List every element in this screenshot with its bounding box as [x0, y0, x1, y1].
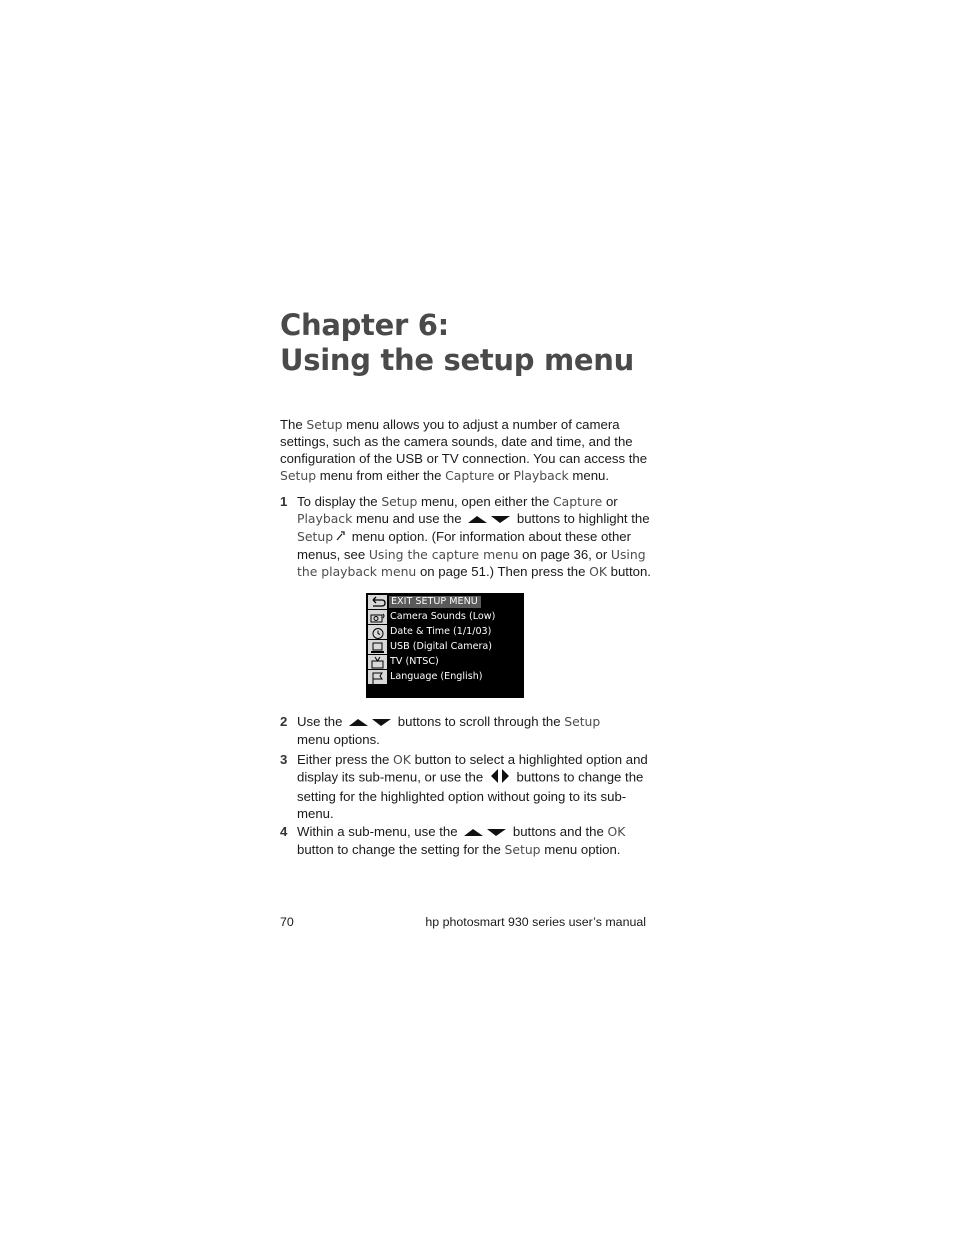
menu-item-language: Language (English)	[366, 670, 524, 684]
term-setup: Setup	[280, 468, 317, 483]
term-playback: Playback	[513, 468, 569, 483]
menu-item-usb: USB (Digital Camera)	[366, 640, 524, 654]
menu-item-tv: TV (NTSC)	[366, 655, 524, 669]
return-arrow-icon	[368, 595, 387, 609]
computer-icon	[368, 640, 387, 654]
menu-item-exit: EXIT SETUP MENU	[366, 595, 524, 609]
up-down-arrows-icon	[467, 511, 511, 528]
menu-item-camera-sounds: Camera Sounds (Low)	[366, 610, 524, 624]
step-2: 2 Use the buttons to scroll through the Setup menu options.	[280, 714, 601, 748]
intro-paragraph: The Setup menu allows you to adjust a number of camera settings, such as the camera sounds, date and time, and the configuration of the USB or TV connection. You can access the Setup menu from either the Capture or Playback menu.	[280, 417, 648, 483]
menu-item-date-time: Date & Time (1/1/03)	[366, 625, 524, 639]
clock-icon	[368, 625, 387, 639]
chapter-number: Chapter 6:	[280, 308, 449, 342]
term-capture: Capture	[445, 468, 495, 483]
step-number: 1	[280, 494, 288, 509]
up-down-arrows-icon	[348, 714, 392, 731]
step-4: 4 Within a sub-menu, use the buttons and the OK button to change the setting for the Setup menu option.	[280, 824, 626, 858]
step-3: 3 Either press the OK button to select a highlighted option and display its sub-menu, or use the buttons to change the setting for the highlighted option without going to its sub-menu.	[280, 752, 648, 821]
step-1: 1 To display the Setup menu, open either the Capture or Playback menu and use the buttons to highlight the Setup menu option. (For information about these other menus, see Using the capture menu on page 36, or Using the playback menu on page 51.) Then press the OK button.	[280, 494, 651, 580]
flag-icon	[368, 670, 387, 684]
chapter-name: Using the setup menu	[280, 343, 634, 377]
manual-title: hp photosmart 930 series user’s manual	[425, 915, 646, 929]
link-playback-menu[interactable]: Using the playback menu	[297, 547, 646, 580]
left-right-arrows-icon	[489, 768, 511, 788]
step-number: 3	[280, 752, 288, 767]
tv-icon	[368, 655, 387, 669]
step-number: 4	[280, 824, 288, 839]
wrench-icon	[335, 529, 346, 546]
link-capture-menu[interactable]: Using the capture menu	[368, 547, 519, 563]
term-setup: Setup	[306, 417, 343, 432]
setup-menu-screen	[366, 593, 524, 698]
camera-sound-icon	[368, 610, 387, 624]
chapter-title	[280, 308, 700, 378]
page-number: 70	[280, 915, 294, 929]
step-number: 2	[280, 714, 288, 729]
up-down-arrows-icon	[463, 824, 507, 841]
